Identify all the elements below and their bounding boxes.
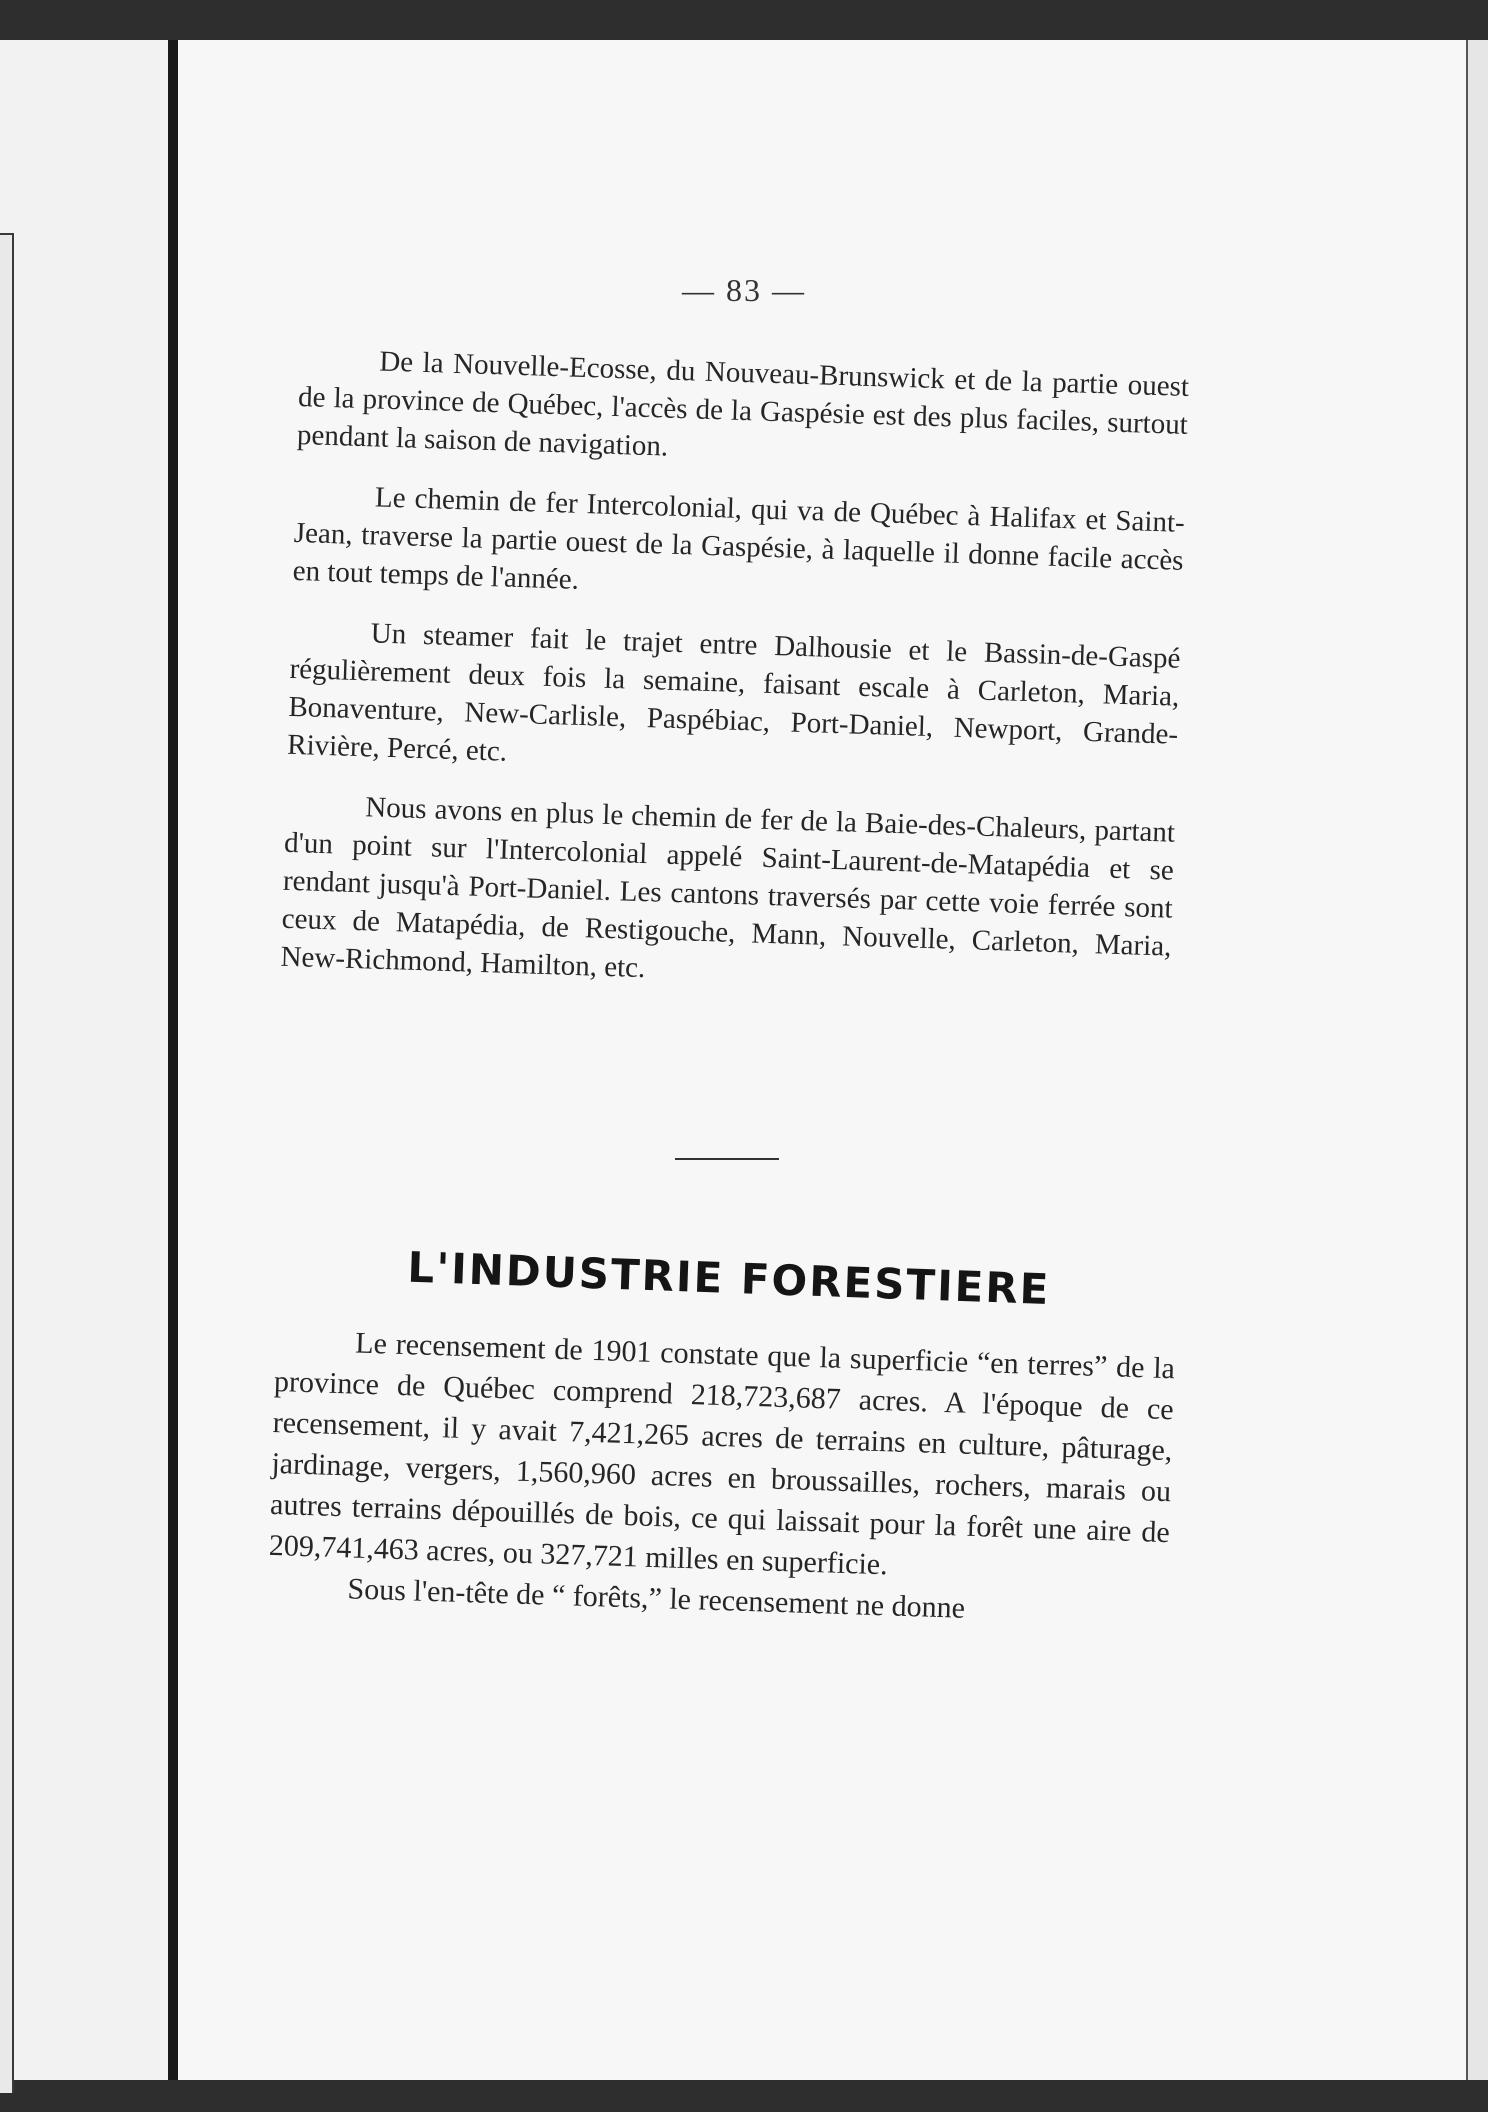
left-page-frame xyxy=(0,233,14,2093)
paragraph: Un steamer fait le trajet entre Dalhousie et le Bassin-de-Gaspé régulièrement deux fois la semaine, faisant escale à Carleton, Maria, Bonaventure, New-Carlisle, Paspébiac, Port-Daniel, Newport, Grande-Rivière, Percé, etc. xyxy=(286,617,1181,768)
paragraph: Sous l'en-tête de “ forêts,” le recensement ne donne xyxy=(347,1572,966,1625)
book-gutter xyxy=(168,40,178,2080)
section-forest-text xyxy=(267,1320,1176,1635)
left-page xyxy=(0,40,168,2080)
paragraph: Le chemin de fer Intercolonial, qui va de Québec à Halifax et Saint-Jean, traverse la partie ouest de la Gaspésie, à laquelle il donne facile accès en tout temps de l'année. xyxy=(292,481,1186,596)
section-separator xyxy=(675,1158,779,1160)
paragraph: Nous avons en plus le chemin de fer de la Baie-des-Chaleurs, partant d'un point sur l'Intercolonial appelé Saint-Laurent-de-Matapédia et se rendant jusqu'à Port-Daniel. Les cantons traversés par cette voie ferrée sont ceux de Matapédia, de Restigouche, Mann, Nouvelle, Carleton, Maria, New-Richmond, Hamilton, etc. xyxy=(280,791,1176,985)
section-transport-text xyxy=(280,340,1190,1004)
page-number: — 83 — xyxy=(682,272,806,308)
page-edge xyxy=(1466,40,1488,2080)
paragraph: Le recensement de 1901 constate que la superficie “en terres” de la province de Québec comprend 218,723,687 acres. A l'époque de ce recensement, il y avait 7,421,265 acres de terrains en culture, pâturage, jardinage, vergers, 1,560,960 acres en broussailles, rochers, marais ou autres terrains dépouillés de bois, ce qui laissait pour la forêt une aire de 209,741,463 acres, ou 327,721 milles en superficie. xyxy=(268,1326,1176,1582)
section-heading: L'INDUSTRIE FORESTIERE xyxy=(406,1242,1052,1315)
paragraph: De la Nouvelle-Ecosse, du Nouveau-Brunswick et de la partie ouest de la province de Québec, l'accès de la Gaspésie est des plus faciles, surtout pendant la saison de navigation. xyxy=(296,345,1190,463)
